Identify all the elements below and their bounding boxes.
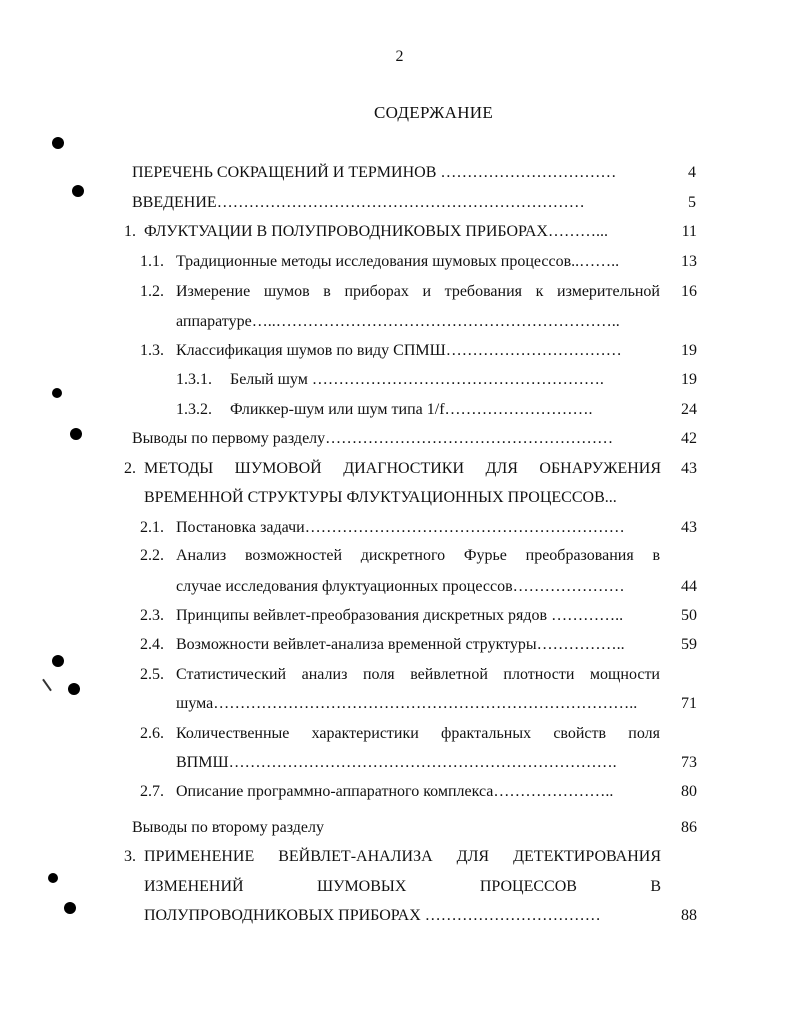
toc-entry-chapter-2-cont	[144, 488, 617, 508]
toc-entry-number: 2.3.	[140, 607, 164, 624]
toc-page-number: 24	[681, 401, 697, 418]
toc-entry-text: аппаратуре…..………………………………………………………..	[176, 313, 620, 330]
toc-entry-text: Традиционные методы исследования шумовых процессов..……..	[176, 253, 620, 270]
toc-page-number: 86	[681, 819, 697, 836]
toc-entry-number: 1.2.	[140, 283, 164, 300]
toc-entry-text: ПОЛУПРОВОДНИКОВЫХ ПРИБОРАХ ……………………………	[144, 907, 601, 924]
toc-page-number: 50	[681, 607, 697, 624]
toc-page-number: 59	[681, 636, 697, 653]
toc-entry-section-2-5-cont	[176, 694, 637, 714]
page-title: СОДЕРЖАНИЕ	[374, 103, 494, 122]
toc-entry-text: ИЗМЕНЕНИЙ ШУМОВЫХ ПРОЦЕССОВ В	[144, 878, 661, 895]
toc-entry-abbreviations	[132, 163, 616, 183]
toc-entry-text: Белый шум ……………………………………………….	[230, 371, 604, 388]
toc-entry-text: Классификация шумов по виду СПМШ……………………………	[176, 342, 622, 359]
punch-hole-5	[52, 655, 64, 667]
toc-entry-introduction	[132, 193, 585, 213]
toc-page-number: 13	[681, 253, 697, 270]
toc-entry-text: Возможности вейвлет-анализа временной структуры……………..	[176, 636, 625, 653]
toc-entry-section-1-2-cont	[176, 312, 620, 332]
punch-hole-7	[48, 873, 58, 883]
toc-entry-number: 2.4.	[140, 636, 164, 653]
toc-entry-number: 1.3.2.	[176, 401, 212, 418]
toc-entry-number: 1.	[124, 223, 136, 240]
toc-entry-text: шума……………………………………………………………………..	[176, 695, 638, 712]
toc-entry-number: 2.6.	[140, 725, 164, 742]
toc-entry-text: случае исследования флуктуационных процессов…………………	[176, 578, 625, 595]
toc-page-number: 42	[681, 430, 697, 447]
toc-page-number: 19	[681, 342, 697, 359]
toc-entry-text: Статистический анализ поля вейвлетной плотности мощности	[176, 666, 660, 683]
toc-entry-number: 2.	[124, 460, 136, 477]
toc-entry-section-2-2-cont	[176, 577, 625, 597]
toc-page-number: 88	[681, 907, 697, 924]
toc-entry-number: 2.1.	[140, 519, 164, 536]
toc-entry-number: 1.3.	[140, 342, 164, 359]
toc-entry-conclusions-1	[132, 429, 613, 449]
toc-page-number: 80	[681, 783, 697, 800]
toc-page-number: 11	[681, 223, 697, 240]
punch-hole-6	[68, 683, 80, 695]
toc-entry-text: Описание программно-аппаратного комплекса…………………..	[176, 783, 614, 800]
scan-scratch	[42, 679, 52, 692]
toc-entry-conclusions-2	[132, 818, 324, 838]
toc-entry-number: 2.5.	[140, 666, 164, 683]
toc-entry-text: Выводы по первому разделу………………………………………………	[132, 430, 614, 447]
toc-page-number: 73	[681, 754, 697, 771]
toc-entry-section-2-6-cont	[176, 753, 617, 773]
toc-page-number: 19	[681, 371, 697, 388]
toc-entry-text: Количественные характеристики фрактальных свойств поля	[176, 725, 660, 742]
toc-entry-number: 1.1.	[140, 253, 164, 270]
toc-page-number: 43	[681, 519, 697, 536]
toc-entry-text: ПРИМЕНЕНИЕ ВЕЙВЛЕТ-АНАЛИЗА ДЛЯ ДЕТЕКТИРОВАНИЯ	[144, 848, 661, 865]
punch-hole-8	[64, 902, 76, 914]
toc-entry-chapter-3-cont-2	[144, 906, 601, 926]
toc-page-number: 4	[688, 164, 696, 181]
punch-hole-2	[72, 185, 84, 197]
toc-page-number: 16	[681, 283, 697, 300]
toc-entry-text: Выводы по второму разделу	[132, 819, 324, 836]
toc-page-number: 44	[681, 578, 697, 595]
toc-entry-text: Измерение шумов в приборах и требования к измерительной	[176, 283, 660, 300]
toc-page-number: 5	[688, 194, 696, 211]
toc-entry-number: 3.	[124, 848, 136, 865]
punch-hole-1	[52, 137, 64, 149]
toc-entry-text: ПЕРЕЧЕНЬ СОКРАЩЕНИЙ И ТЕРМИНОВ ……………………………	[132, 164, 617, 181]
toc-entry-text: МЕТОДЫ ШУМОВОЙ ДИАГНОСТИКИ ДЛЯ ОБНАРУЖЕНИЯ	[144, 460, 661, 477]
punch-hole-3	[52, 388, 62, 398]
toc-entry-text: Фликкер-шум или шум типа 1/f……………………….	[230, 401, 593, 418]
toc-entry-text: Постановка задачи……………………………………………………	[176, 519, 625, 536]
punch-hole-4	[70, 428, 82, 440]
toc-entry-number: 2.2.	[140, 547, 164, 564]
toc-entry-number: 2.7.	[140, 783, 164, 800]
toc-entry-text: Анализ возможностей дискретного Фурье преобразования в	[176, 547, 660, 564]
toc-page-number: 71	[681, 695, 697, 712]
toc-page-number: 43	[681, 460, 697, 477]
toc-entry-text: ФЛУКТУАЦИИ В ПОЛУПРОВОДНИКОВЫХ ПРИБОРАХ………...	[144, 223, 608, 240]
toc-entry-text: Принципы вейвлет-преобразования дискретных рядов …………..	[176, 607, 624, 624]
toc-entry-text: ВВЕДЕНИЕ……………………………………………………………	[132, 194, 585, 211]
toc-entry-text: ВРЕМЕННОЙ СТРУКТУРЫ ФЛУКТУАЦИОННЫХ ПРОЦЕССОВ...	[144, 489, 617, 506]
toc-entry-text: ВПМШ……………………………………………………………….	[176, 754, 617, 771]
toc-entry-number: 1.3.1.	[176, 371, 212, 388]
page-number: 2	[395, 48, 404, 65]
